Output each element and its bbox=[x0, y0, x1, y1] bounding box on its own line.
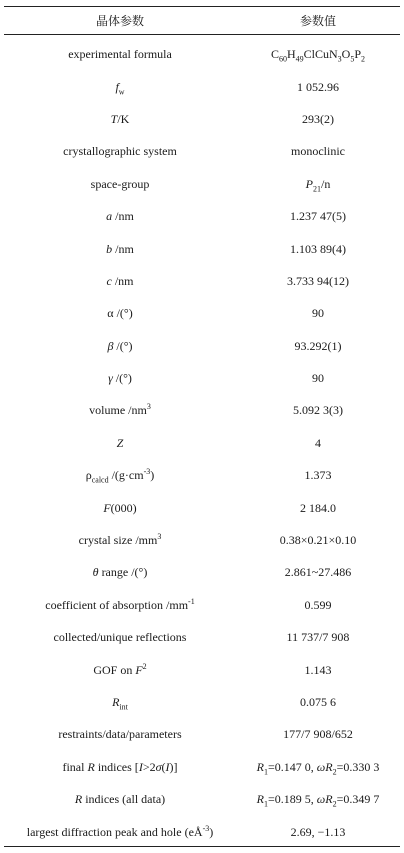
value-cell: 177/7 908/652 bbox=[283, 727, 353, 742]
param-cell: volume $/nm^3$ bbox=[89, 402, 151, 418]
header-param: 晶体参数 bbox=[95, 13, 144, 28]
value-cell: 1.237 47(5) bbox=[290, 209, 346, 224]
value-cell: $P_{21}/n$ bbox=[305, 176, 331, 194]
param-cell: $\rho_{calcd}$ $/(g\cdot cm^{-3})$ bbox=[85, 467, 155, 485]
table-row bbox=[4, 200, 400, 232]
param-cell: Z bbox=[116, 435, 124, 450]
table-row bbox=[4, 751, 400, 783]
table-row bbox=[4, 556, 400, 588]
value-cell: 2.69, −1.13 bbox=[290, 824, 346, 839]
table-row bbox=[4, 589, 400, 621]
param-cell: space-group bbox=[90, 176, 150, 191]
value-cell: 0.38×0.21×0.10 bbox=[279, 533, 357, 548]
value-cell: 2 184.0 bbox=[300, 500, 336, 515]
table-row bbox=[4, 524, 400, 556]
param-cell: R indices (all data) bbox=[74, 792, 166, 807]
table-row bbox=[4, 394, 400, 426]
bottom-rule bbox=[4, 846, 400, 847]
param-cell: $R_{int}$ bbox=[112, 695, 128, 712]
table-row bbox=[4, 168, 400, 200]
param-cell: collected/unique reflections bbox=[53, 630, 187, 645]
value-cell: 2.861~27.486 bbox=[284, 565, 352, 580]
table-row bbox=[4, 459, 400, 491]
param-cell: GOF on $F^2$ bbox=[93, 661, 147, 677]
value-cell: $C_{60}H_{49}ClCuN_3O_5P_2$ bbox=[270, 47, 366, 64]
param-cell: crystal size $/mm^3$ bbox=[78, 532, 162, 548]
value-cell: 93.292(1) bbox=[294, 338, 342, 353]
value-cell: 3.733 94(12) bbox=[287, 273, 349, 288]
param-cell: restraints/data/parameters bbox=[58, 727, 182, 742]
value-cell: 0.599 bbox=[304, 597, 332, 612]
table-row bbox=[4, 815, 400, 847]
value-cell: 11 737/7 908 bbox=[286, 630, 350, 645]
value-cell: 1.103 89(4) bbox=[290, 241, 346, 256]
table-row bbox=[4, 103, 400, 135]
value-cell: 293(2) bbox=[302, 111, 334, 126]
table-row bbox=[4, 427, 400, 459]
param-cell: largest diffraction peak and hole $(eÅ^{-3})$ bbox=[26, 823, 214, 839]
param-cell: $f_w$ bbox=[115, 79, 125, 96]
param-cell: final R indices [I>2σ(I)] bbox=[62, 759, 178, 774]
param-cell: a /nm bbox=[106, 209, 134, 224]
value-cell: $R_1=0.147$ 0, $\omega R_2=0.330$ 3 bbox=[256, 759, 380, 777]
table-row bbox=[4, 70, 400, 102]
param-cell: β /(°) bbox=[107, 338, 133, 353]
param-cell: coefficient of absorption $/mm^{-1}$ bbox=[45, 596, 195, 612]
table-row bbox=[4, 135, 400, 167]
value-cell: 0.075 6 bbox=[300, 695, 336, 709]
table-row bbox=[4, 653, 400, 685]
param-cell: crystallographic system bbox=[63, 144, 177, 159]
table-row bbox=[4, 232, 400, 264]
table-body bbox=[4, 38, 400, 848]
value-cell: 1.373 bbox=[304, 468, 332, 483]
table-row bbox=[4, 686, 400, 718]
param-cell: experimental formula bbox=[68, 47, 172, 62]
table-row bbox=[4, 621, 400, 653]
table-row bbox=[4, 362, 400, 394]
table-row bbox=[4, 718, 400, 750]
table-header bbox=[4, 6, 400, 34]
param-cell: α /(°) bbox=[107, 306, 133, 321]
param-cell: c /nm bbox=[106, 273, 134, 288]
param-cell: γ /(°) bbox=[108, 371, 132, 386]
value-cell: 5.092 3(3) bbox=[293, 403, 343, 418]
table-row bbox=[4, 297, 400, 329]
value-cell: 4 bbox=[315, 435, 321, 450]
value-cell: $R_1=0.189$ 5, $\omega R_2=0.349$ 7 bbox=[256, 792, 380, 809]
param-cell: T/K bbox=[110, 111, 130, 126]
header-rule bbox=[4, 34, 400, 35]
param-cell: θ range /(°) bbox=[92, 565, 148, 580]
header-value: 参数值 bbox=[299, 13, 336, 28]
param-cell: b /nm bbox=[106, 241, 134, 256]
value-cell: 1.143 bbox=[304, 662, 332, 677]
table-row bbox=[4, 783, 400, 815]
table-row bbox=[4, 38, 400, 70]
value-cell: monoclinic bbox=[291, 144, 345, 159]
table-row bbox=[4, 265, 400, 297]
value-cell: 90 bbox=[312, 371, 324, 386]
param-cell: F(000) bbox=[103, 500, 137, 515]
table-row bbox=[4, 491, 400, 523]
table-row bbox=[4, 330, 400, 362]
value-cell: 90 bbox=[312, 306, 324, 321]
value-cell: 1 052.96 bbox=[297, 79, 339, 94]
